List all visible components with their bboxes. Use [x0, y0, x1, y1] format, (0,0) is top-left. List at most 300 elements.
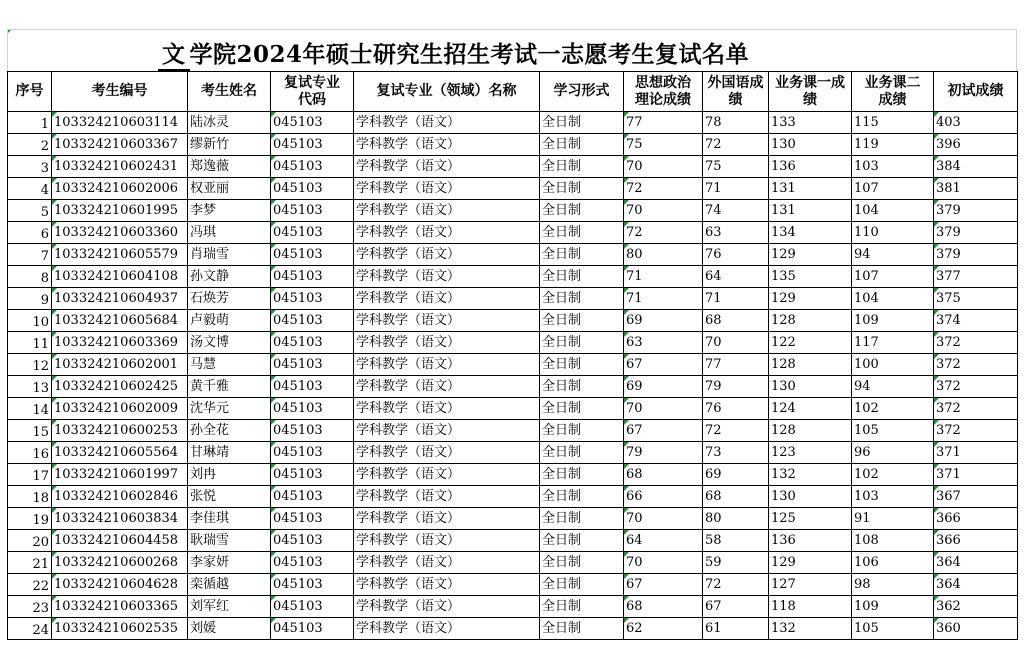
cell-course2[interactable]: 96 — [852, 442, 934, 464]
cell-name[interactable]: 李家妍 — [188, 552, 271, 574]
cell-course1[interactable]: 123 — [769, 442, 852, 464]
cell-name[interactable]: 郑逸薇 — [188, 156, 271, 178]
cell-major-name[interactable]: 学科教学（语文） — [354, 288, 540, 310]
cell-major-name[interactable]: 学科教学（语文） — [354, 332, 540, 354]
cell-foreign[interactable]: 68 — [703, 486, 769, 508]
cell-foreign[interactable]: 75 — [703, 156, 769, 178]
cell-foreign[interactable]: 71 — [703, 288, 769, 310]
cell-study-mode[interactable]: 全日制 — [540, 574, 624, 596]
cell-major-name[interactable]: 学科教学（语文） — [354, 200, 540, 222]
cell-seq[interactable]: 6 — [8, 222, 52, 244]
cell-major-name[interactable]: 学科教学（语文） — [354, 618, 540, 640]
cell-name[interactable]: 权亚丽 — [188, 178, 271, 200]
page-title — [158, 36, 749, 71]
header-foreign-text: 外国语成绩 — [707, 74, 764, 108]
cell-foreign[interactable]: 78 — [703, 112, 769, 134]
cell-course2[interactable]: 106 — [852, 552, 934, 574]
header-name: 考生姓名 — [188, 72, 271, 112]
cell-total[interactable]: 379 — [934, 200, 1018, 222]
cell-foreign[interactable]: 74 — [703, 200, 769, 222]
header-exam-id: 考生编号 — [52, 72, 188, 112]
cell-politics[interactable]: 80 — [624, 244, 703, 266]
cell-major-code[interactable]: 045103 — [271, 134, 354, 156]
cell-foreign[interactable]: 68 — [703, 310, 769, 332]
cell-study-mode[interactable]: 全日制 — [540, 134, 624, 156]
cell-seq[interactable]: 12 — [8, 354, 52, 376]
table-row — [8, 222, 1018, 244]
cell-major-name[interactable]: 学科教学（语文） — [354, 552, 540, 574]
cell-name[interactable]: 沈华元 — [188, 398, 271, 420]
cell-course1[interactable]: 131 — [769, 178, 852, 200]
cell-major-code[interactable]: 045103 — [271, 200, 354, 222]
cell-total[interactable]: 372 — [934, 332, 1018, 354]
cell-course1[interactable]: 129 — [769, 244, 852, 266]
table-row — [8, 508, 1018, 530]
cell-total[interactable]: 377 — [934, 266, 1018, 288]
cell-course2[interactable]: 109 — [852, 310, 934, 332]
cell-politics[interactable]: 69 — [624, 376, 703, 398]
table-row — [8, 618, 1018, 640]
cell-study-mode[interactable]: 全日制 — [540, 156, 624, 178]
cell-course2[interactable]: 104 — [852, 288, 934, 310]
cell-exam-id[interactable]: 103324210605579 — [52, 244, 188, 266]
table-row — [8, 354, 1018, 376]
cell-name[interactable]: 李佳琪 — [188, 508, 271, 530]
cell-name[interactable]: 孙全花 — [188, 420, 271, 442]
cell-course1[interactable]: 136 — [769, 530, 852, 552]
table-body — [8, 112, 1018, 640]
cell-politics[interactable]: 64 — [624, 530, 703, 552]
cell-major-code[interactable]: 045103 — [271, 112, 354, 134]
cell-course2[interactable]: 94 — [852, 244, 934, 266]
table-row — [8, 112, 1018, 134]
cell-seq[interactable]: 9 — [8, 288, 52, 310]
cell-total[interactable]: 384 — [934, 156, 1018, 178]
cell-exam-id[interactable]: 103324210600253 — [52, 420, 188, 442]
cell-major-name[interactable]: 学科教学（语文） — [354, 486, 540, 508]
cell-seq[interactable]: 7 — [8, 244, 52, 266]
cell-major-code[interactable]: 045103 — [271, 354, 354, 376]
cell-exam-id[interactable]: 103324210600268 — [52, 552, 188, 574]
cell-exam-id[interactable]: 103324210603360 — [52, 222, 188, 244]
table-row — [8, 332, 1018, 354]
cell-foreign[interactable]: 70 — [703, 332, 769, 354]
header-foreign — [703, 72, 769, 112]
cell-course2[interactable]: 119 — [852, 134, 934, 156]
cell-total[interactable]: 372 — [934, 376, 1018, 398]
cell-exam-id[interactable]: 103324210601995 — [52, 200, 188, 222]
cell-name[interactable]: 张悦 — [188, 486, 271, 508]
cell-total[interactable]: 360 — [934, 618, 1018, 640]
cell-seq[interactable]: 14 — [8, 398, 52, 420]
table-row — [8, 552, 1018, 574]
table-row — [8, 442, 1018, 464]
cell-total[interactable]: 372 — [934, 398, 1018, 420]
cell-major-name[interactable]: 学科教学（语文） — [354, 156, 540, 178]
cell-seq[interactable]: 19 — [8, 508, 52, 530]
cell-name[interactable]: 李梦 — [188, 200, 271, 222]
cell-seq[interactable]: 8 — [8, 266, 52, 288]
cell-course2[interactable]: 107 — [852, 178, 934, 200]
cell-foreign[interactable]: 76 — [703, 244, 769, 266]
cell-major-name[interactable]: 学科教学（语文） — [354, 178, 540, 200]
header-total: 初试成绩 — [934, 72, 1018, 112]
cell-seq[interactable]: 24 — [8, 618, 52, 640]
cell-politics[interactable]: 68 — [624, 596, 703, 618]
cell-politics[interactable]: 67 — [624, 420, 703, 442]
table-row — [8, 156, 1018, 178]
table-row — [8, 464, 1018, 486]
cell-course1[interactable]: 135 — [769, 266, 852, 288]
cell-total[interactable]: 371 — [934, 442, 1018, 464]
cell-name[interactable]: 陆冰灵 — [188, 112, 271, 134]
cell-total[interactable]: 366 — [934, 508, 1018, 530]
cell-exam-id[interactable]: 103324210605564 — [52, 442, 188, 464]
cell-total[interactable]: 374 — [934, 310, 1018, 332]
cell-total[interactable]: 379 — [934, 222, 1018, 244]
cell-study-mode[interactable]: 全日制 — [540, 288, 624, 310]
cell-seq[interactable]: 13 — [8, 376, 52, 398]
cell-major-code[interactable]: 045103 — [271, 464, 354, 486]
cell-foreign[interactable]: 79 — [703, 376, 769, 398]
cell-foreign[interactable]: 58 — [703, 530, 769, 552]
cell-name[interactable]: 栾循越 — [188, 574, 271, 596]
header-major-code-text: 复试专业代码 — [284, 74, 340, 108]
cell-major-code[interactable]: 045103 — [271, 530, 354, 552]
cell-course2[interactable]: 105 — [852, 420, 934, 442]
cell-major-code[interactable]: 045103 — [271, 222, 354, 244]
cell-course1[interactable]: 128 — [769, 420, 852, 442]
cell-major-name[interactable]: 学科教学（语文） — [354, 574, 540, 596]
cell-exam-id[interactable]: 103324210603834 — [52, 508, 188, 530]
cell-course2[interactable]: 102 — [852, 398, 934, 420]
cell-foreign[interactable]: 80 — [703, 508, 769, 530]
cell-course1[interactable]: 130 — [769, 134, 852, 156]
cell-foreign[interactable]: 72 — [703, 134, 769, 156]
cell-seq[interactable]: 1 — [8, 112, 52, 134]
cell-exam-id[interactable]: 103324210602431 — [52, 156, 188, 178]
cell-name[interactable]: 卢毅萌 — [188, 310, 271, 332]
cell-course1[interactable]: 132 — [769, 618, 852, 640]
cell-politics[interactable]: 67 — [624, 354, 703, 376]
cell-name[interactable]: 冯琪 — [188, 222, 271, 244]
cell-course2[interactable]: 105 — [852, 618, 934, 640]
cell-study-mode[interactable]: 全日制 — [540, 486, 624, 508]
cell-study-mode[interactable]: 全日制 — [540, 332, 624, 354]
header-study-mode: 学习形式 — [540, 72, 624, 112]
candidate-table — [7, 71, 1018, 640]
cell-course2[interactable]: 108 — [852, 530, 934, 552]
cell-study-mode[interactable]: 全日制 — [540, 596, 624, 618]
cell-major-code[interactable]: 045103 — [271, 486, 354, 508]
cell-total[interactable]: 362 — [934, 596, 1018, 618]
cell-major-name[interactable]: 学科教学（语文） — [354, 398, 540, 420]
cell-exam-id[interactable]: 103324210604628 — [52, 574, 188, 596]
cell-name[interactable]: 马慧 — [188, 354, 271, 376]
cell-total[interactable]: 396 — [934, 134, 1018, 156]
cell-course1[interactable]: 133 — [769, 112, 852, 134]
cell-study-mode[interactable]: 全日制 — [540, 530, 624, 552]
cell-foreign[interactable]: 71 — [703, 178, 769, 200]
cell-study-mode[interactable]: 全日制 — [540, 354, 624, 376]
cell-major-code[interactable]: 045103 — [271, 618, 354, 640]
cell-major-name[interactable]: 学科教学（语文） — [354, 222, 540, 244]
cell-total[interactable]: 367 — [934, 486, 1018, 508]
cell-exam-id[interactable]: 103324210603369 — [52, 332, 188, 354]
cell-politics[interactable]: 70 — [624, 398, 703, 420]
cell-seq[interactable]: 11 — [8, 332, 52, 354]
cell-politics[interactable]: 79 — [624, 442, 703, 464]
cell-course1[interactable]: 128 — [769, 310, 852, 332]
spreadsheet — [7, 29, 1017, 640]
cell-major-name[interactable]: 学科教学（语文） — [354, 354, 540, 376]
header-seq: 序号 — [8, 72, 52, 112]
cell-exam-id[interactable]: 103324210602001 — [52, 354, 188, 376]
cell-major-code[interactable]: 045103 — [271, 376, 354, 398]
cell-major-name[interactable]: 学科教学（语文） — [354, 508, 540, 530]
cell-exam-id[interactable]: 103324210604937 — [52, 288, 188, 310]
header-row — [8, 72, 1018, 112]
cell-exam-id[interactable]: 103324210602535 — [52, 618, 188, 640]
cell-politics[interactable]: 69 — [624, 310, 703, 332]
cell-foreign[interactable]: 63 — [703, 222, 769, 244]
cell-name[interactable]: 缪新竹 — [188, 134, 271, 156]
cell-study-mode[interactable]: 全日制 — [540, 200, 624, 222]
cell-total[interactable]: 403 — [934, 112, 1018, 134]
cell-politics[interactable]: 70 — [624, 156, 703, 178]
cell-course2[interactable]: 103 — [852, 486, 934, 508]
cell-major-code[interactable]: 045103 — [271, 178, 354, 200]
cell-exam-id[interactable]: 103324210602009 — [52, 398, 188, 420]
cell-politics[interactable]: 71 — [624, 266, 703, 288]
cell-exam-id[interactable]: 103324210604458 — [52, 530, 188, 552]
table-row — [8, 420, 1018, 442]
cell-exam-id[interactable]: 103324210604108 — [52, 266, 188, 288]
cell-course2[interactable]: 94 — [852, 376, 934, 398]
cell-foreign[interactable]: 72 — [703, 420, 769, 442]
cell-politics[interactable]: 62 — [624, 618, 703, 640]
cell-course2[interactable]: 115 — [852, 112, 934, 134]
cell-major-code[interactable]: 045103 — [271, 310, 354, 332]
cell-major-name[interactable]: 学科教学（语文） — [354, 134, 540, 156]
cell-politics[interactable]: 72 — [624, 178, 703, 200]
cell-seq[interactable]: 15 — [8, 420, 52, 442]
cell-study-mode[interactable]: 全日制 — [540, 222, 624, 244]
cell-course2[interactable]: 100 — [852, 354, 934, 376]
cell-course1[interactable]: 128 — [769, 354, 852, 376]
cell-course2[interactable]: 91 — [852, 508, 934, 530]
cell-foreign[interactable]: 76 — [703, 398, 769, 420]
title-row — [7, 29, 1017, 71]
cell-name[interactable]: 甘琳靖 — [188, 442, 271, 464]
cell-seq[interactable]: 20 — [8, 530, 52, 552]
cell-course1[interactable]: 129 — [769, 288, 852, 310]
cell-exam-id[interactable]: 103324210603365 — [52, 596, 188, 618]
header-course2-text: 业务课二成绩 — [864, 74, 921, 108]
cell-exam-id[interactable]: 103324210603367 — [52, 134, 188, 156]
cell-name[interactable]: 刘军红 — [188, 596, 271, 618]
cell-politics[interactable]: 71 — [624, 288, 703, 310]
table-row — [8, 288, 1018, 310]
cell-seq[interactable]: 22 — [8, 574, 52, 596]
cell-study-mode[interactable]: 全日制 — [540, 464, 624, 486]
cell-major-name[interactable]: 学科教学（语文） — [354, 266, 540, 288]
cell-seq[interactable]: 10 — [8, 310, 52, 332]
title-text: 学院2024年硕士研究生招生考试一志愿考生复试名单 — [189, 41, 750, 68]
cell-total[interactable]: 371 — [934, 464, 1018, 486]
cell-major-name[interactable]: 学科教学（语文） — [354, 112, 540, 134]
cell-major-code[interactable]: 045103 — [271, 156, 354, 178]
cell-total[interactable]: 372 — [934, 420, 1018, 442]
cell-major-code[interactable]: 045103 — [271, 552, 354, 574]
cell-study-mode[interactable]: 全日制 — [540, 112, 624, 134]
cell-name[interactable]: 耿瑞雪 — [188, 530, 271, 552]
cell-seq[interactable]: 2 — [8, 134, 52, 156]
cell-major-code[interactable]: 045103 — [271, 596, 354, 618]
cell-foreign[interactable]: 69 — [703, 464, 769, 486]
cell-major-name[interactable]: 学科教学（语文） — [354, 244, 540, 266]
cell-total[interactable]: 364 — [934, 574, 1018, 596]
table-row — [8, 310, 1018, 332]
cell-major-code[interactable]: 045103 — [271, 442, 354, 464]
cell-study-mode[interactable]: 全日制 — [540, 398, 624, 420]
cell-major-name[interactable]: 学科教学（语文） — [354, 442, 540, 464]
cell-name[interactable]: 肖瑞雪 — [188, 244, 271, 266]
cell-major-name[interactable]: 学科教学（语文） — [354, 310, 540, 332]
cell-exam-id[interactable]: 103324210603114 — [52, 112, 188, 134]
cell-course2[interactable]: 107 — [852, 266, 934, 288]
cell-foreign[interactable]: 64 — [703, 266, 769, 288]
cell-name[interactable]: 石焕芳 — [188, 288, 271, 310]
cell-foreign[interactable]: 77 — [703, 354, 769, 376]
cell-foreign[interactable]: 61 — [703, 618, 769, 640]
cell-major-code[interactable]: 045103 — [271, 266, 354, 288]
header-major-name: 复试专业（领域）名称 — [354, 72, 540, 112]
cell-total[interactable]: 372 — [934, 354, 1018, 376]
cell-study-mode[interactable]: 全日制 — [540, 310, 624, 332]
cell-course2[interactable]: 103 — [852, 156, 934, 178]
cell-politics[interactable]: 63 — [624, 332, 703, 354]
cell-name[interactable]: 汤文博 — [188, 332, 271, 354]
cell-course1[interactable]: 122 — [769, 332, 852, 354]
cell-foreign[interactable]: 67 — [703, 596, 769, 618]
cell-course2[interactable]: 117 — [852, 332, 934, 354]
cell-course1[interactable]: 125 — [769, 508, 852, 530]
cell-course2[interactable]: 102 — [852, 464, 934, 486]
cell-seq[interactable]: 18 — [8, 486, 52, 508]
cell-study-mode[interactable]: 全日制 — [540, 508, 624, 530]
cell-major-name[interactable]: 学科教学（语文） — [354, 530, 540, 552]
title-blank: 文 — [158, 36, 190, 71]
cell-politics[interactable]: 77 — [624, 112, 703, 134]
cell-course1[interactable]: 124 — [769, 398, 852, 420]
cell-politics[interactable]: 72 — [624, 222, 703, 244]
cell-total[interactable]: 364 — [934, 552, 1018, 574]
header-course2 — [852, 72, 934, 112]
cell-seq[interactable]: 4 — [8, 178, 52, 200]
cell-course1[interactable]: 127 — [769, 574, 852, 596]
cell-course2[interactable]: 104 — [852, 200, 934, 222]
cell-study-mode[interactable]: 全日制 — [540, 442, 624, 464]
cell-course2[interactable]: 98 — [852, 574, 934, 596]
cell-course1[interactable]: 130 — [769, 376, 852, 398]
cell-course1[interactable]: 131 — [769, 200, 852, 222]
cell-politics[interactable]: 67 — [624, 574, 703, 596]
cell-seq[interactable]: 23 — [8, 596, 52, 618]
cell-politics[interactable]: 75 — [624, 134, 703, 156]
cell-politics[interactable]: 66 — [624, 486, 703, 508]
cell-major-name[interactable]: 学科教学（语文） — [354, 596, 540, 618]
cell-major-code[interactable]: 045103 — [271, 288, 354, 310]
cell-name[interactable]: 孙文静 — [188, 266, 271, 288]
cell-study-mode[interactable]: 全日制 — [540, 244, 624, 266]
cell-politics[interactable]: 68 — [624, 464, 703, 486]
cell-seq[interactable]: 5 — [8, 200, 52, 222]
table-row — [8, 178, 1018, 200]
cell-major-code[interactable]: 045103 — [271, 398, 354, 420]
cell-major-code[interactable]: 045103 — [271, 508, 354, 530]
cell-major-name[interactable]: 学科教学（语文） — [354, 376, 540, 398]
cell-study-mode[interactable]: 全日制 — [540, 420, 624, 442]
cell-politics[interactable]: 70 — [624, 200, 703, 222]
cell-study-mode[interactable]: 全日制 — [540, 376, 624, 398]
table-row — [8, 200, 1018, 222]
cell-course1[interactable]: 136 — [769, 156, 852, 178]
cell-seq[interactable]: 16 — [8, 442, 52, 464]
cell-course1[interactable]: 129 — [769, 552, 852, 574]
cell-seq[interactable]: 17 — [8, 464, 52, 486]
cell-course1[interactable]: 130 — [769, 486, 852, 508]
cell-name[interactable]: 黄千雅 — [188, 376, 271, 398]
cell-major-code[interactable]: 045103 — [271, 332, 354, 354]
cell-seq[interactable]: 21 — [8, 552, 52, 574]
cell-total[interactable]: 379 — [934, 244, 1018, 266]
cell-course2[interactable]: 109 — [852, 596, 934, 618]
cell-major-code[interactable]: 045103 — [271, 420, 354, 442]
cell-exam-id[interactable]: 103324210602425 — [52, 376, 188, 398]
cell-exam-id[interactable]: 103324210602846 — [52, 486, 188, 508]
cell-exam-id[interactable]: 103324210605684 — [52, 310, 188, 332]
cell-course1[interactable]: 132 — [769, 464, 852, 486]
cell-foreign[interactable]: 59 — [703, 552, 769, 574]
cell-study-mode[interactable]: 全日制 — [540, 552, 624, 574]
cell-foreign[interactable]: 72 — [703, 574, 769, 596]
cell-foreign[interactable]: 73 — [703, 442, 769, 464]
cell-study-mode[interactable]: 全日制 — [540, 266, 624, 288]
header-politics-text: 思想政治理论成绩 — [635, 74, 691, 108]
cell-total[interactable]: 366 — [934, 530, 1018, 552]
cell-course2[interactable]: 110 — [852, 222, 934, 244]
cell-total[interactable]: 381 — [934, 178, 1018, 200]
cell-major-code[interactable]: 045103 — [271, 244, 354, 266]
cell-exam-id[interactable]: 103324210602006 — [52, 178, 188, 200]
table-row — [8, 530, 1018, 552]
cell-study-mode[interactable]: 全日制 — [540, 618, 624, 640]
cell-politics[interactable]: 70 — [624, 552, 703, 574]
cell-major-name[interactable]: 学科教学（语文） — [354, 420, 540, 442]
cell-course1[interactable]: 118 — [769, 596, 852, 618]
cell-politics[interactable]: 70 — [624, 508, 703, 530]
cell-course1[interactable]: 134 — [769, 222, 852, 244]
cell-study-mode[interactable]: 全日制 — [540, 178, 624, 200]
cell-exam-id[interactable]: 103324210601997 — [52, 464, 188, 486]
cell-seq[interactable]: 3 — [8, 156, 52, 178]
cell-name[interactable]: 刘媛 — [188, 618, 271, 640]
cell-major-name[interactable]: 学科教学（语文） — [354, 464, 540, 486]
cell-name[interactable]: 刘冉 — [188, 464, 271, 486]
cell-major-code[interactable]: 045103 — [271, 574, 354, 596]
cell-total[interactable]: 375 — [934, 288, 1018, 310]
